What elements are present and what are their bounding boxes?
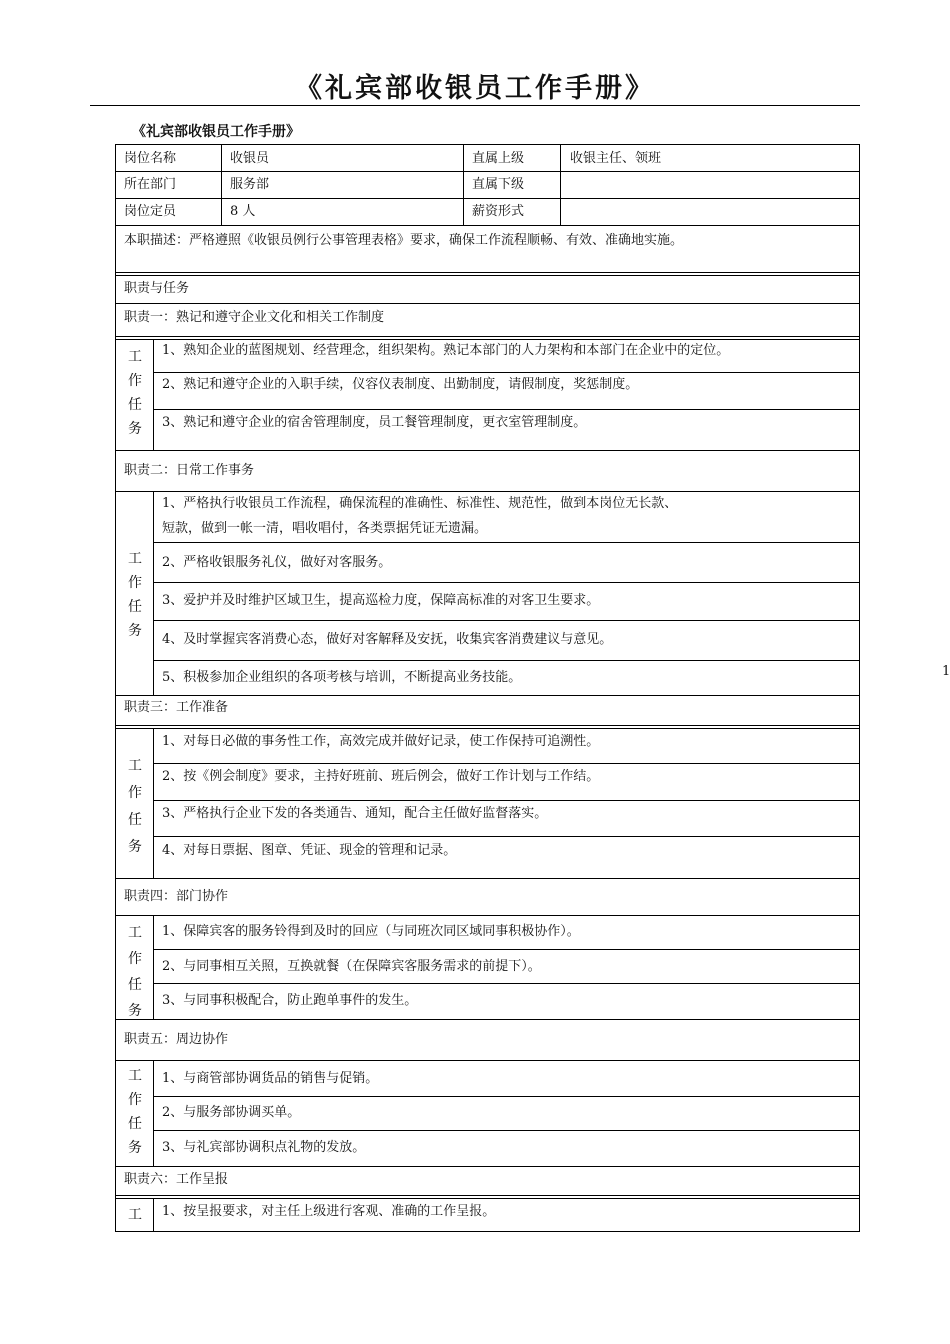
subordinate-label: 直属下级 — [472, 177, 525, 192]
duty-title: 职责三：工作准备 — [124, 700, 229, 715]
section-title: 职责与任务 — [124, 281, 190, 296]
row-divider — [153, 582, 859, 583]
task-item: 3、爱护并及时维护区域卫生，提高巡检力度，保障高标准的对客卫生要求。 — [162, 593, 600, 608]
task-item: 3、与同事积极配合，防止跑单事件的发生。 — [162, 993, 418, 1008]
document-title: 《礼宾部收银员工作手册》 — [295, 73, 655, 104]
row-divider — [116, 1195, 859, 1196]
column-divider — [463, 145, 464, 225]
row-divider — [153, 1096, 859, 1097]
task-item: 5、积极参加企业组织的各项考核与培训，不断提高业务技能。 — [162, 670, 522, 685]
duty-title: 职责五：周边协作 — [124, 1032, 229, 1047]
task-label-vertical: 工 作 任 务 — [128, 925, 142, 1019]
department-value: 服务部 — [230, 177, 270, 192]
row-divider — [116, 1019, 859, 1020]
row-divider — [116, 725, 859, 726]
row-divider — [153, 542, 859, 543]
duty-title: 职责二：日常工作事务 — [124, 463, 255, 478]
task-item: 3、与礼宾部协调积点礼物的发放。 — [162, 1140, 366, 1155]
row-divider — [153, 949, 859, 950]
task-item: 4、及时掌握宾客消费心态，做好对客解释及安抚，收集宾客消费建议与意见。 — [162, 632, 613, 647]
column-divider — [560, 145, 561, 225]
task-item: 2、熟记和遵守企业的入职手续，仪容仪表制度、出勤制度，请假制度，奖惩制度。 — [162, 377, 639, 392]
task-label-vertical: 工 作 任 务 — [128, 758, 142, 855]
task-item: 1、按呈报要求，对主任上级进行客观、准确的工作呈报。 — [162, 1204, 496, 1219]
task-item: 2、严格收银服务礼仪，做好对客服务。 — [162, 555, 392, 570]
task-item: 1、与商管部协调货品的销售与促销。 — [162, 1071, 379, 1086]
task-item: 1、保障宾客的服务铃得到及时的回应（与同班次同区域同事积极协作）。 — [162, 924, 580, 939]
row-divider — [116, 878, 859, 879]
task-item-continuation: 短款，做到一帐一清，唱收唱付，各类票据凭证无遗漏。 — [162, 521, 488, 536]
row-divider — [116, 275, 859, 276]
task-item: 1、熟知企业的蓝图规划、经营理念，组织架构。熟记本部门的人力架构和本部门在企业中的定位。 — [162, 343, 730, 358]
row-divider — [116, 225, 859, 226]
task-item: 2、与服务部协调买单。 — [162, 1105, 301, 1120]
row-divider — [116, 450, 859, 451]
row-divider — [116, 1060, 859, 1061]
salary-label: 薪资形式 — [472, 204, 525, 219]
task-label-vertical: 工 作 任 务 — [128, 551, 142, 639]
page-number: 1 — [942, 664, 950, 679]
task-label-vertical: 工 作 任 务 — [128, 349, 142, 437]
row-divider — [153, 983, 859, 984]
superior-label: 直属上级 — [472, 151, 525, 166]
task-item: 3、严格执行企业下发的各类通告、通知，配合主任做好监督落实。 — [162, 806, 548, 821]
position-value: 收银员 — [230, 151, 270, 166]
job-manual-table — [115, 144, 860, 1232]
task-item: 1、严格执行收银员工作流程，确保流程的准确性、标准性、规范性，做到本岗位无长款、 — [162, 496, 678, 511]
title-underline — [90, 105, 860, 106]
document-subtitle: 《礼宾部收银员工作手册》 — [132, 124, 300, 140]
column-divider — [221, 145, 222, 225]
duty-title: 职责一：熟记和遵守企业文化和相关工作制度 — [124, 310, 385, 325]
row-divider — [116, 915, 859, 916]
duty-title: 职责四：部门协作 — [124, 889, 229, 904]
row-divider — [153, 1130, 859, 1131]
duty-title: 职责六：工作呈报 — [124, 1172, 229, 1187]
task-item: 1、对每日必做的事务性工作，高效完成并做好记录，使工作保持可追溯性。 — [162, 734, 600, 749]
superior-value: 收银主任、领班 — [570, 151, 662, 166]
position-label: 岗位名称 — [124, 151, 177, 166]
task-item: 3、熟记和遵守企业的宿舍管理制度，员工餐管理制度，更衣室管理制度。 — [162, 415, 587, 430]
row-divider — [116, 272, 859, 273]
task-label-vertical: 工 作 任 务 — [128, 1068, 142, 1156]
row-divider — [116, 198, 859, 199]
task-item: 2、与同事相互关照，互换就餐（在保障宾客服务需求的前提下）。 — [162, 959, 541, 974]
task-item: 4、对每日票据、图章、凭证、现金的管理和记录。 — [162, 843, 457, 858]
headcount-value: 8 人 — [230, 204, 256, 219]
task-label-vertical: 工 — [128, 1207, 142, 1223]
row-divider — [153, 620, 859, 621]
task-item: 2、按《例会制度》要求，主持好班前、班后例会，做好工作计划与工作结。 — [162, 769, 600, 784]
headcount-label: 岗位定员 — [124, 204, 177, 219]
row-divider — [116, 171, 859, 172]
job-description: 本职描述：严格遵照《收银员例行公事管理表格》要求，确保工作流程顺畅、有效、准确地实施。 — [124, 233, 684, 248]
row-divider — [153, 660, 859, 661]
department-label: 所在部门 — [124, 177, 177, 192]
